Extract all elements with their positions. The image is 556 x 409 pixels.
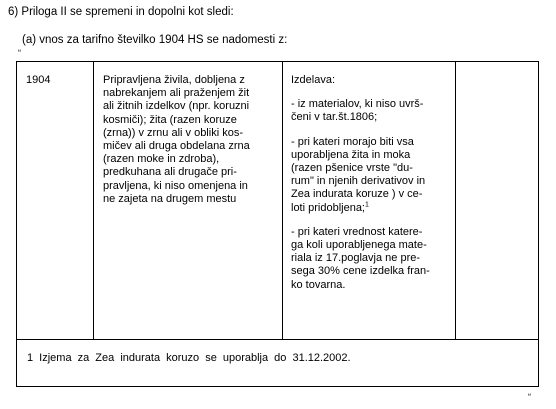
- tariff-code-cell: 1904: [26, 74, 51, 86]
- operations-line: Zea indurata koruze ) v ce-: [291, 188, 423, 201]
- description-line: nabrekanjem ali praženjem žit: [103, 87, 250, 100]
- description-line: (zrna)) v zrnu ali v obliki kos-: [103, 126, 243, 139]
- description-cell: [103, 74, 273, 206]
- description-line: mičev ali druga obdelana zrna: [103, 140, 250, 153]
- operations-line: (razen pšenice vrste "du-: [291, 162, 413, 175]
- description-line: predkuhana ali drugače pri-: [103, 166, 237, 179]
- operations-line: loti pridobljena;: [291, 201, 365, 214]
- description-line: kosmiči); žita (razen koruze: [103, 113, 237, 126]
- column-divider: [455, 62, 456, 339]
- footnote-reference: 1: [365, 200, 369, 208]
- operations-line: ko tovarna.: [291, 278, 346, 291]
- tariff-table: [16, 61, 539, 387]
- description-line: ali žitnih izdelkov (npr. koruzni: [103, 100, 250, 113]
- footnote-divider: [17, 339, 538, 340]
- operations-line-with-footnote: [291, 202, 451, 215]
- operations-line: sega 30% cene izdelka fran-: [291, 265, 430, 278]
- operations-line: čeni v tar.št.1806;: [291, 111, 378, 124]
- description-line: pravljena, ki niso omenjena in: [103, 179, 248, 192]
- operations-line: riala iz 17.poglavja ne pre-: [291, 252, 421, 265]
- operations-line: uporabljena žita in moka: [291, 148, 411, 161]
- description-line: (razen moke in zdroba),: [103, 153, 220, 166]
- column-divider: [93, 62, 94, 339]
- description-line: Pripravljena živila, dobljena z: [103, 74, 245, 86]
- operations-line: - pri kateri morajo biti vsa: [291, 135, 414, 148]
- column-divider: [282, 62, 283, 339]
- operations-line: - pri kateri vrednost katere-: [291, 225, 423, 238]
- quote-close-mark: “: [528, 392, 531, 402]
- paragraph-intro: (a) vnos za tarifno številko 1904 HS se nadomesti z:: [22, 34, 288, 46]
- quote-open-mark: “: [18, 48, 21, 58]
- footnote-text: 1 Izjema za Zea indurata koruzo se uporablja do 31.12.2002.: [27, 352, 351, 364]
- operations-line: rum" in njenih derivativov in: [291, 175, 426, 188]
- description-line: ne zajeta na drugem mestu: [103, 192, 237, 205]
- operations-line: - iz materialov, ki niso uvrš-: [291, 98, 424, 111]
- operations-cell: [291, 74, 451, 292]
- paragraph-heading: 6) Priloga II se spremeni in dopolni kot sledi:: [8, 6, 234, 18]
- operations-line: ga koli uporabljenega mate-: [291, 239, 427, 252]
- operations-title: Izdelava:: [291, 74, 336, 86]
